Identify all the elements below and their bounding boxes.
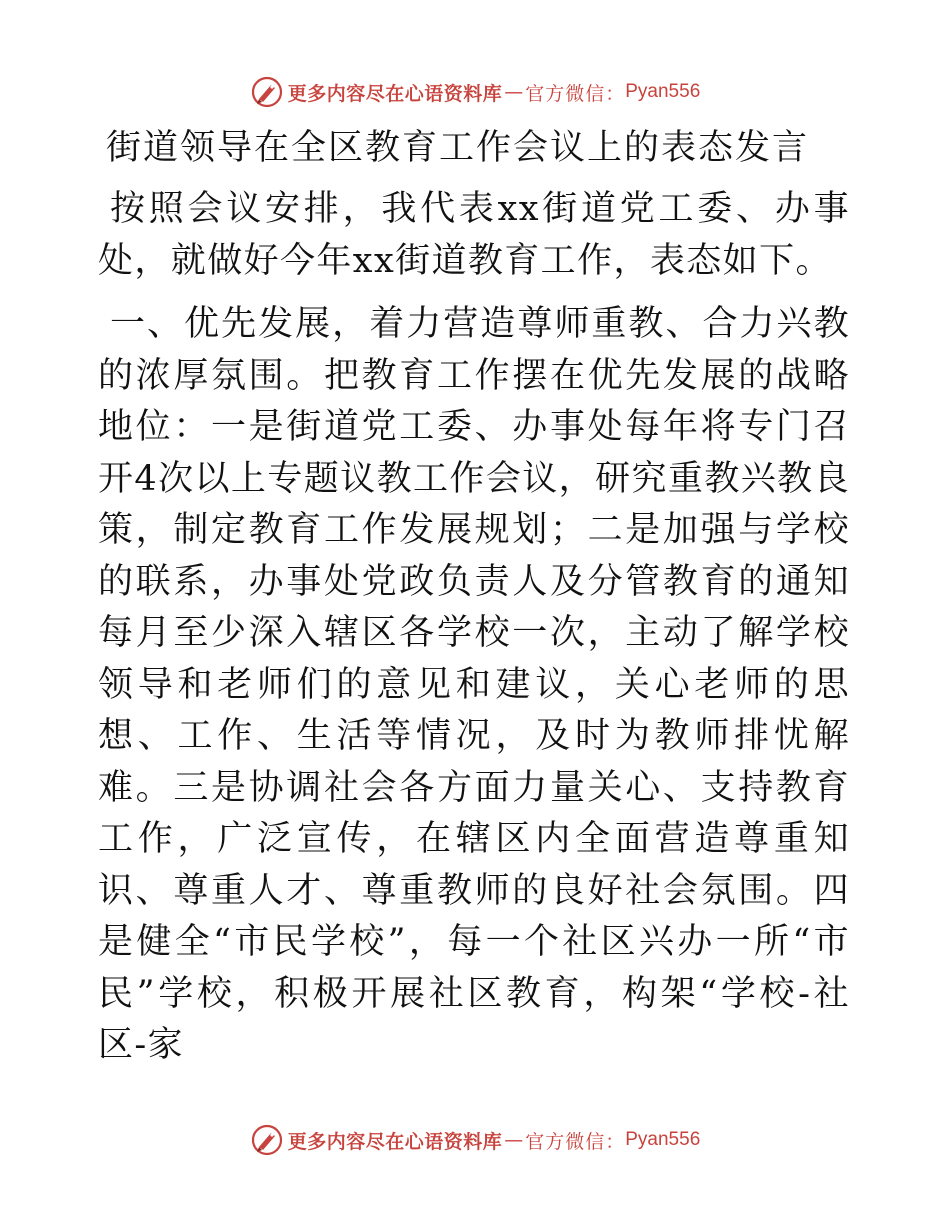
paragraph-intro: 按照会议安排，我代表xx街道党工委、办事处，就做好今年xx街道教育工作，表态如下。: [98, 189, 850, 281]
watermark-official-label: 官方微信：: [525, 1130, 626, 1153]
document-body: [98, 122, 850, 1084]
watermark-wechat-id: Pyan556: [625, 81, 701, 102]
pen-nib-logo-icon: [250, 1123, 284, 1157]
watermark-official-label: 官方微信：: [525, 82, 626, 105]
pen-nib-logo-icon: [250, 75, 284, 109]
paragraph-section-one: 一、优先发展，着力营造尊师重教、合力兴教的浓厚氛围。把教育工作摆在优先发展的战略地位：一是街道党工委、办事处每年将专门召开4次以上专题议教工作会议，研究重教兴教良策，制定教育工作发展规划；二是加强与学校的联系，办事处党政负责人及分管教育的通知每月至少深入辖区各学校一次，主动了解学校领导和老师们的意见和建议，关心老师的思想、工作、生活等情况，及时为教师排忧解难。三是协调社会各方面力量关心、支持教育工作，广泛宣传，在辖区内全面营造尊重知识、尊重人才、尊重教师的良好社会氛围。四是健全“市民学校”，每一个社区兴办一所“市民”学校，积极开展社区教育，构架“学校-社区-家: [98, 304, 850, 1065]
watermark-dash: —: [504, 81, 524, 103]
watermark-text: 更多内容尽在心语资料库: [287, 82, 503, 105]
header-watermark: [0, 72, 950, 112]
footer-watermark: [0, 1120, 950, 1160]
watermark-wechat-id: Pyan556: [625, 1129, 701, 1150]
document-title: 街道领导在全区教育工作会议上的表态发言: [106, 128, 810, 168]
watermark-text: 更多内容尽在心语资料库: [287, 1130, 503, 1153]
watermark-dash: —: [504, 1129, 524, 1151]
